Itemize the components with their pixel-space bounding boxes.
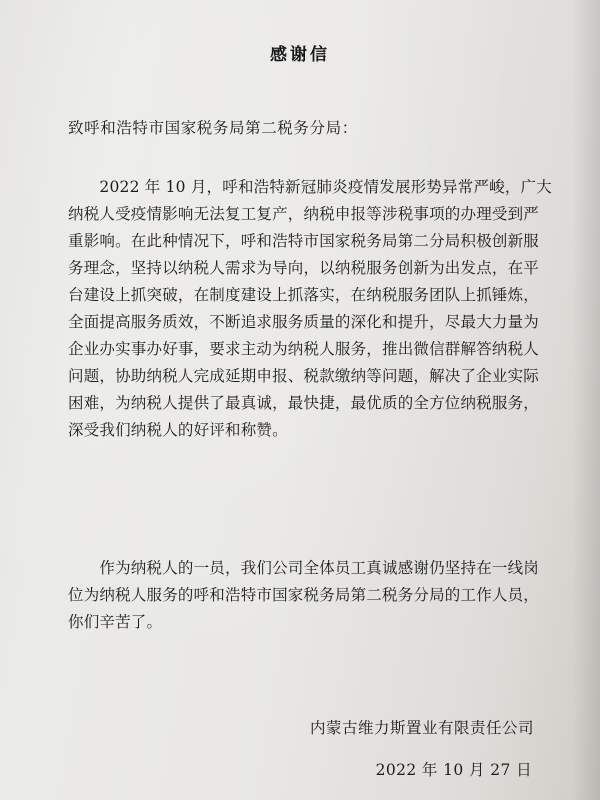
paragraph-line: 位为纳税人服务的呼和浩特市国家税务局第二税务分局的工作人员， bbox=[68, 586, 540, 604]
paragraph-1 bbox=[68, 174, 552, 444]
paragraph-line: 2022 年 10 月，呼和浩特新冠肺炎疫情发展形势异常严峻，广大 bbox=[68, 178, 552, 196]
paragraph-line: 全面提高服务质效，不断追求服务质量的深化和提升，尽最大力量为 bbox=[68, 313, 540, 331]
paragraph-line: 作为纳税人的一员，我们公司全体员工真诚感谢仍坚持在一线岗 bbox=[68, 559, 540, 577]
paragraph-line: 台建设上抓突破，在制度建设上抓落实，在纳税服务团队上抓锤炼， bbox=[68, 286, 540, 304]
paragraph-line: 纳税人受疫情影响无法复工复产，纳税申报等涉税事项的办理受到严 bbox=[68, 205, 540, 223]
signature-date: 2022 年 10 月 27 日 bbox=[375, 761, 532, 779]
paragraph-line: 务理念，坚持以纳税人需求为导向，以纳税服务创新为出发点，在平 bbox=[68, 259, 540, 277]
letter-title: 感谢信 bbox=[270, 45, 330, 65]
paragraph-2 bbox=[68, 555, 539, 636]
paragraph-line: 问题，协助纳税人完成延期申报、税款缴纳等问题，解决了企业实际 bbox=[68, 367, 540, 385]
paragraph-line: 重影响。在此种情况下，呼和浩特市国家税务局第二分局积极创新服 bbox=[68, 232, 540, 250]
paragraph-line: 企业办实事办好事，要求主动为纳税人服务，推出微信群解答纳税人 bbox=[68, 340, 540, 358]
signature-company: 内蒙古维力斯置业有限责任公司 bbox=[309, 719, 534, 737]
letter-salutation: 致呼和浩特市国家税务局第二税务分局： bbox=[68, 119, 358, 137]
paragraph-line: 你们辛苦了。 bbox=[68, 613, 163, 631]
paragraph-line: 困难，为纳税人提供了最真诚，最快捷，最优质的全方位纳税服务， bbox=[68, 394, 540, 412]
paragraph-line: 深受我们纳税人的好评和称赞。 bbox=[68, 421, 288, 439]
